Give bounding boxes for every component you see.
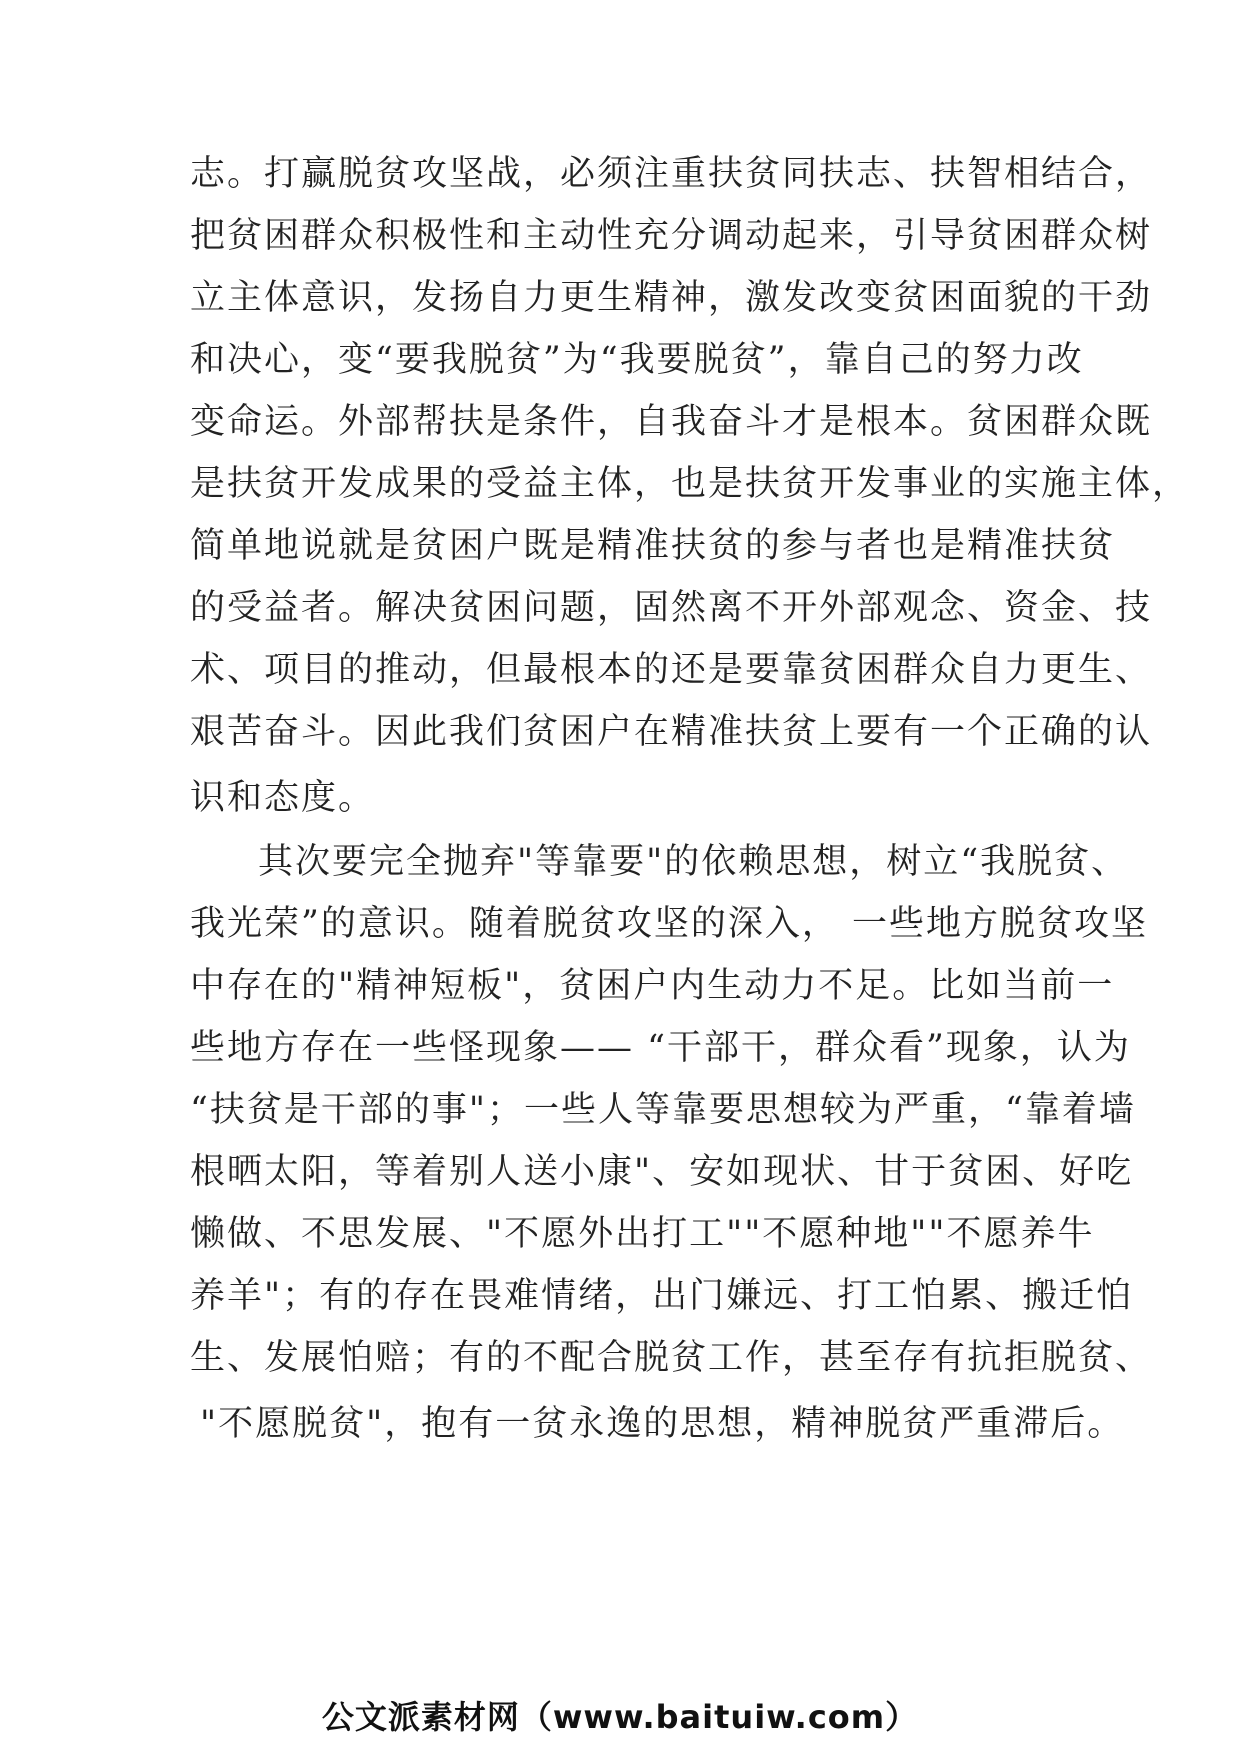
site-footer-watermark: 公文派素材网（www.baituiw.com） [321, 1698, 919, 1736]
body-text-line: 我光荣”的意识。随着脱贫攻坚的深入， 一些地方脱贫攻坚 [190, 904, 1149, 944]
body-text-line: 把贫困群众积极性和主动性充分调动起来，引导贫困群众树 [190, 216, 1153, 256]
paragraph-first-line: 其次要完全抛弃"等靠要"的依赖思想，树立“我脱贫、 [258, 842, 1129, 882]
body-text-line: “扶贫是干部的事"；一些人等靠要思想较为严重，“靠着墙 [190, 1090, 1136, 1130]
body-text-line: 识和态度。 [190, 778, 376, 818]
body-text-line: 立主体意识，发扬自力更生精神，激发改变贫困面貌的干劲 [190, 278, 1153, 318]
body-text-line: 中存在的"精神短板"，贫困户内生动力不足。比如当前一 [190, 966, 1115, 1006]
body-text-line: 和决心，变“要我脱贫”为“我要脱贫”，靠自己的努力改 [190, 340, 1084, 380]
body-text-line: 是扶贫开发成果的受益主体，也是扶贫开发事业的实施主体， [190, 464, 1190, 504]
body-text-line: "不愿脱贫"，抱有一贫永逸的思想，精神脱贫严重滞后。 [200, 1404, 1125, 1444]
body-text-line: 根晒太阳，等着别人送小康"、安如现状、甘于贫困、好吃 [190, 1152, 1134, 1192]
body-text-line: 变命运。外部帮扶是条件，自我奋斗才是根本。贫困群众既 [190, 402, 1153, 442]
body-text-line: 简单地说就是贫困户既是精准扶贫的参与者也是精准扶贫 [190, 526, 1116, 566]
body-text-line: 的受益者。解决贫困问题，固然离不开外部观念、资金、技 [190, 588, 1153, 628]
body-text-line: 些地方存在一些怪现象—— “干部干，群众看”现象，认为 [190, 1028, 1131, 1068]
body-text-line: 志。打赢脱贫攻坚战，必须注重扶贫同扶志、扶智相结合， [190, 154, 1153, 194]
body-text-line: 艰苦奋斗。因此我们贫困户在精准扶贫上要有一个正确的认 [190, 712, 1153, 752]
body-text-line: 懒做、不思发展、"不愿外出打工""不愿种地""不愿养牛 [190, 1214, 1095, 1254]
body-text-line: 养羊"；有的存在畏难情绪，出门嫌远、打工怕累、搬迁怕 [190, 1276, 1134, 1316]
body-text-line: 术、项目的推动，但最根本的还是要靠贫困群众自力更生、 [190, 650, 1153, 690]
body-text-line: 生、发展怕赔；有的不配合脱贫工作，甚至存有抗拒脱贫、 [190, 1338, 1153, 1378]
